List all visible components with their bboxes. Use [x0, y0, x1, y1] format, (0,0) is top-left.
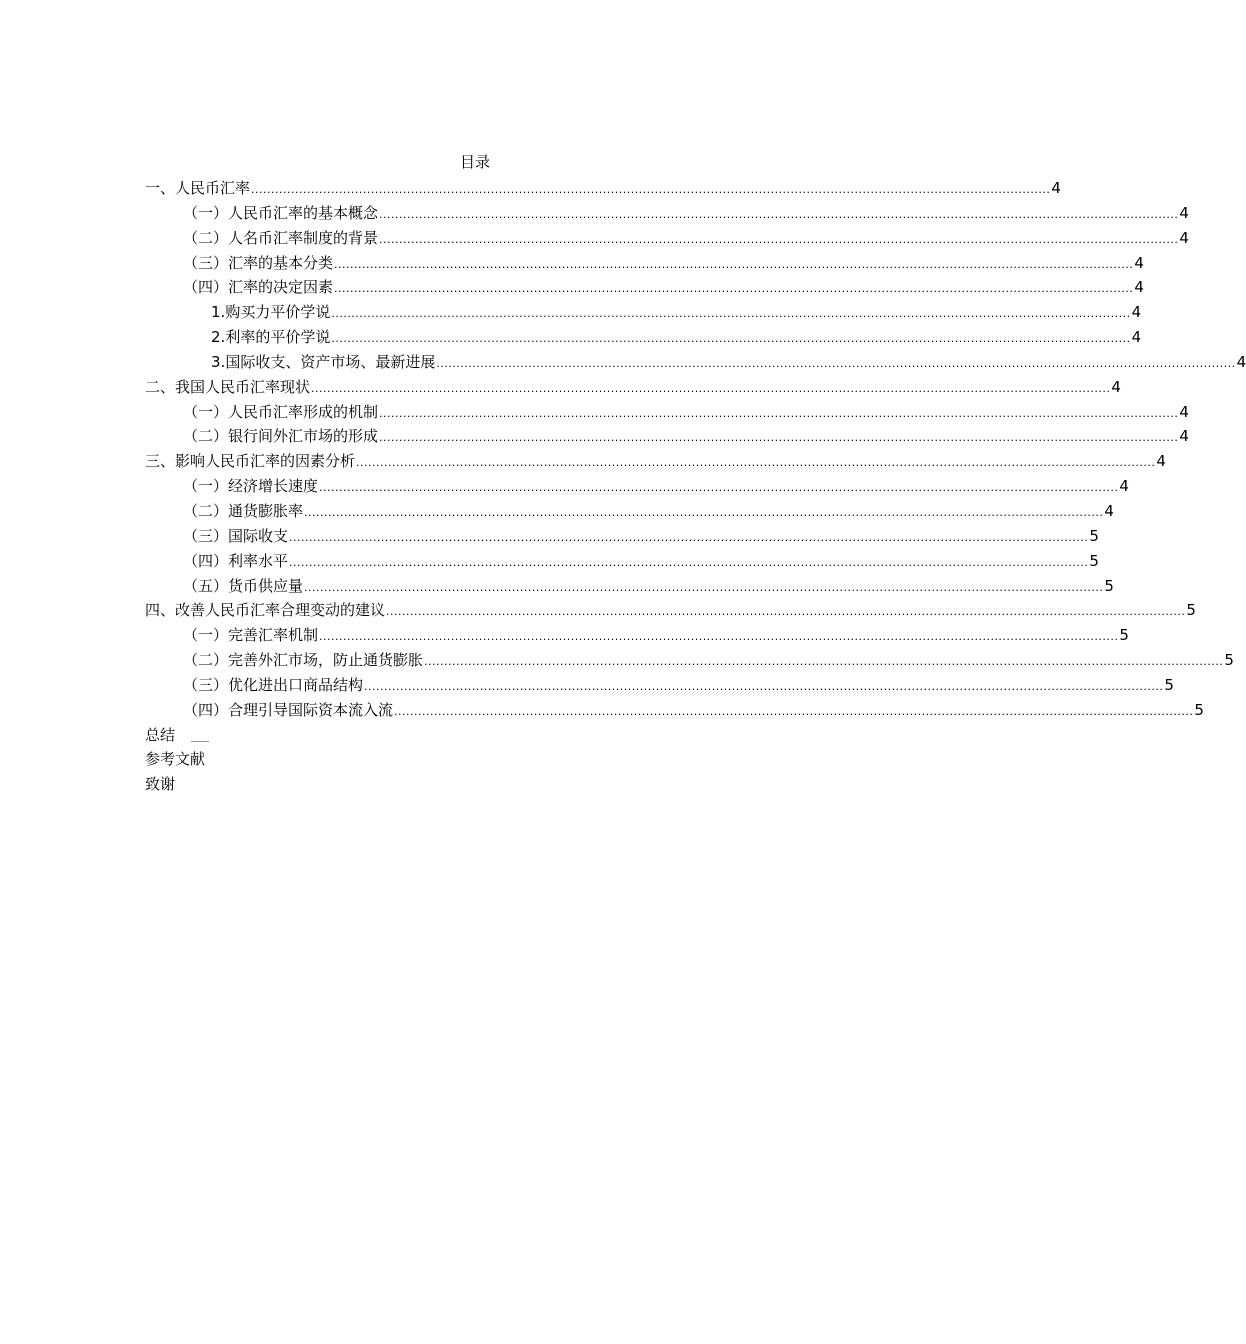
- toc-entry-text: （一）人民币汇率形成的机制: [183, 402, 379, 421]
- toc-entry-text: （三）汇率的基本分类: [183, 253, 334, 272]
- toc-page-number: 5: [1104, 576, 1114, 595]
- toc-entry[interactable]: [145, 673, 1174, 698]
- toc-entry-text: [211, 300, 330, 325]
- toc-extra-entry[interactable]: [145, 747, 807, 772]
- toc-entry[interactable]: [145, 300, 1142, 325]
- toc-page-number: 5: [1194, 700, 1204, 719]
- toc-page-number: 4: [1134, 278, 1144, 297]
- toc-entry-text: （一）经济增长速度: [183, 477, 319, 496]
- toc-page-number: 4: [1179, 402, 1189, 421]
- toc-leader-dots: ........................................................................................................................................................................................................: [311, 381, 1111, 395]
- toc-entry-text: （二）人名币汇率制度的背景: [183, 228, 379, 247]
- toc-entry[interactable]: [145, 226, 1189, 251]
- toc-entry-text: （一）人民币汇率的基本概念: [183, 203, 379, 222]
- toc-entry[interactable]: [145, 698, 1204, 723]
- toc-short-leader: [191, 735, 209, 742]
- toc-entry-text: （三）优化进出口商品结构: [183, 675, 364, 694]
- toc-entry[interactable]: [145, 424, 1189, 449]
- toc-entry-text: （二）完善外汇市场，防止通货膨胀: [183, 651, 424, 670]
- toc-leader-dots: ........................................................................................................................................................................................................: [379, 406, 1179, 420]
- toc-page-number: 5: [1186, 601, 1196, 620]
- toc-leader-dots: ........................................................................................................................................................................................................: [304, 505, 1104, 519]
- toc-leader-dots: ........................................................................................................................................................................................................: [424, 655, 1224, 669]
- toc-page-number: 4: [1104, 501, 1114, 520]
- toc-entry[interactable]: [145, 350, 1246, 375]
- toc-entry-number: 3.: [211, 352, 226, 371]
- toc-page-number: 4: [1156, 452, 1166, 471]
- toc-extra-label: 参考文献: [145, 750, 206, 769]
- toc-entry-text: （四）合理引导国际资本流入流: [183, 700, 394, 719]
- toc-leader-dots: ........................................................................................................................................................................................................: [331, 332, 1131, 346]
- toc-leader-dots: ........................................................................................................................................................................................................: [334, 257, 1134, 271]
- toc-page-number: 4: [1179, 427, 1189, 446]
- toc-page-number: 4: [1051, 179, 1061, 197]
- toc-entry[interactable]: [145, 275, 1144, 300]
- toc-leader-dots: ........................................................................................................................................................................................................: [386, 605, 1186, 619]
- toc-page-number: 5: [1089, 526, 1099, 545]
- toc-entry-text: （四）汇率的决定因素: [183, 278, 334, 297]
- toc-entry-number: 1.: [211, 303, 226, 322]
- toc-page-number: 4: [1179, 203, 1189, 222]
- toc-leader-dots: ........................................................................................................................................................................................................: [364, 679, 1164, 693]
- toc-page-number: 4: [1131, 328, 1142, 347]
- toc-entry[interactable]: [145, 499, 1114, 524]
- toc-page-number: 4: [1131, 303, 1142, 322]
- toc-leader-dots: ........................................................................................................................................................................................................: [334, 282, 1134, 296]
- toc-entry-label: 利率的平价学说: [225, 328, 331, 347]
- toc-extra-entry[interactable]: [145, 772, 807, 797]
- toc-entry-text: [211, 325, 330, 350]
- toc-entry-text: （一）完善汇率机制: [183, 626, 319, 645]
- toc-leader-dots: ........................................................................................................................................................................................................: [394, 704, 1194, 718]
- toc-entry-text: [211, 350, 435, 375]
- toc-leader-dots: ........................................................................................................................................................................................................: [289, 530, 1089, 544]
- toc-extra-label: 总结: [145, 725, 176, 744]
- toc-extra-label: 致谢: [145, 775, 176, 794]
- toc-entry[interactable]: [145, 449, 1166, 474]
- toc-entry[interactable]: [145, 325, 1142, 350]
- toc-entry[interactable]: [145, 251, 1144, 276]
- toc-leader-dots: ........................................................................................................................................................................................................: [436, 356, 1236, 370]
- toc-title: 目录: [459, 153, 490, 171]
- toc-entry[interactable]: [145, 400, 1189, 425]
- toc-entry[interactable]: [145, 598, 1196, 623]
- toc-entry[interactable]: [145, 574, 1114, 599]
- toc-leader-dots: ........................................................................................................................................................................................................: [331, 307, 1131, 321]
- toc-entry[interactable]: [145, 474, 1129, 499]
- toc-entry-text: 二、我国人民币汇率现状: [145, 377, 311, 396]
- toc-leader-dots: ........................................................................................................................................................................................................: [319, 481, 1119, 495]
- toc-page-number: 5: [1224, 651, 1234, 670]
- toc-leader-dots: ........................................................................................................................................................................................................: [356, 456, 1156, 470]
- toc-page-number: 4: [1179, 228, 1189, 247]
- toc-entry-text: （二）通货膨胀率: [183, 501, 304, 520]
- toc-leader-dots: ........................................................................................................................................................................................................: [379, 207, 1179, 221]
- toc-leader-dots: ........................................................................................................................................................................................................: [319, 630, 1119, 644]
- toc-page-number: 5: [1089, 551, 1099, 570]
- toc-entry[interactable]: [145, 549, 1099, 574]
- toc-entry-number: 2.: [211, 328, 226, 347]
- toc-entry-text: （五）货币供应量: [183, 576, 304, 595]
- toc-entry-text: 三、影响人民币汇率的因素分析: [145, 452, 356, 471]
- table-of-contents: [145, 176, 1246, 797]
- toc-entry-text: （四）利率水平: [183, 551, 289, 570]
- toc-entry[interactable]: [145, 524, 1099, 549]
- toc-leader-dots: ........................................................................................................................................................................................................: [304, 580, 1104, 594]
- toc-page-number: 5: [1119, 626, 1129, 645]
- toc-entry[interactable]: [145, 375, 1121, 400]
- toc-page-number: 4: [1134, 253, 1144, 272]
- toc-entry-text: （二）银行间外汇市场的形成: [183, 427, 379, 446]
- toc-entry-text: （三）国际收支: [183, 526, 289, 545]
- toc-page-number: 4: [1119, 477, 1129, 496]
- toc-entry-label: 国际收支、资产市场、最新进展: [225, 352, 436, 371]
- toc-entry[interactable]: [145, 201, 1189, 226]
- toc-leader-dots: ........................................................................................................................................................................................................: [251, 183, 1051, 196]
- toc-extra-entry[interactable]: [145, 723, 807, 748]
- toc-entry-text: 四、改善人民币汇率合理变动的建议: [145, 601, 386, 620]
- toc-page-number: 4: [1236, 352, 1246, 371]
- toc-entry[interactable]: [145, 623, 1129, 648]
- toc-leader-dots: ........................................................................................................................................................................................................: [379, 431, 1179, 445]
- toc-entry-label: 购买力平价学说: [225, 303, 331, 322]
- toc-leader-dots: ........................................................................................................................................................................................................: [379, 232, 1179, 246]
- toc-entry-text: 一、人民币汇率: [145, 179, 251, 197]
- toc-page-number: 5: [1164, 675, 1174, 694]
- toc-entry[interactable]: [145, 176, 1061, 201]
- toc-entry[interactable]: [145, 648, 1234, 673]
- toc-leader-dots: ........................................................................................................................................................................................................: [289, 555, 1089, 569]
- toc-page-number: 4: [1111, 377, 1121, 396]
